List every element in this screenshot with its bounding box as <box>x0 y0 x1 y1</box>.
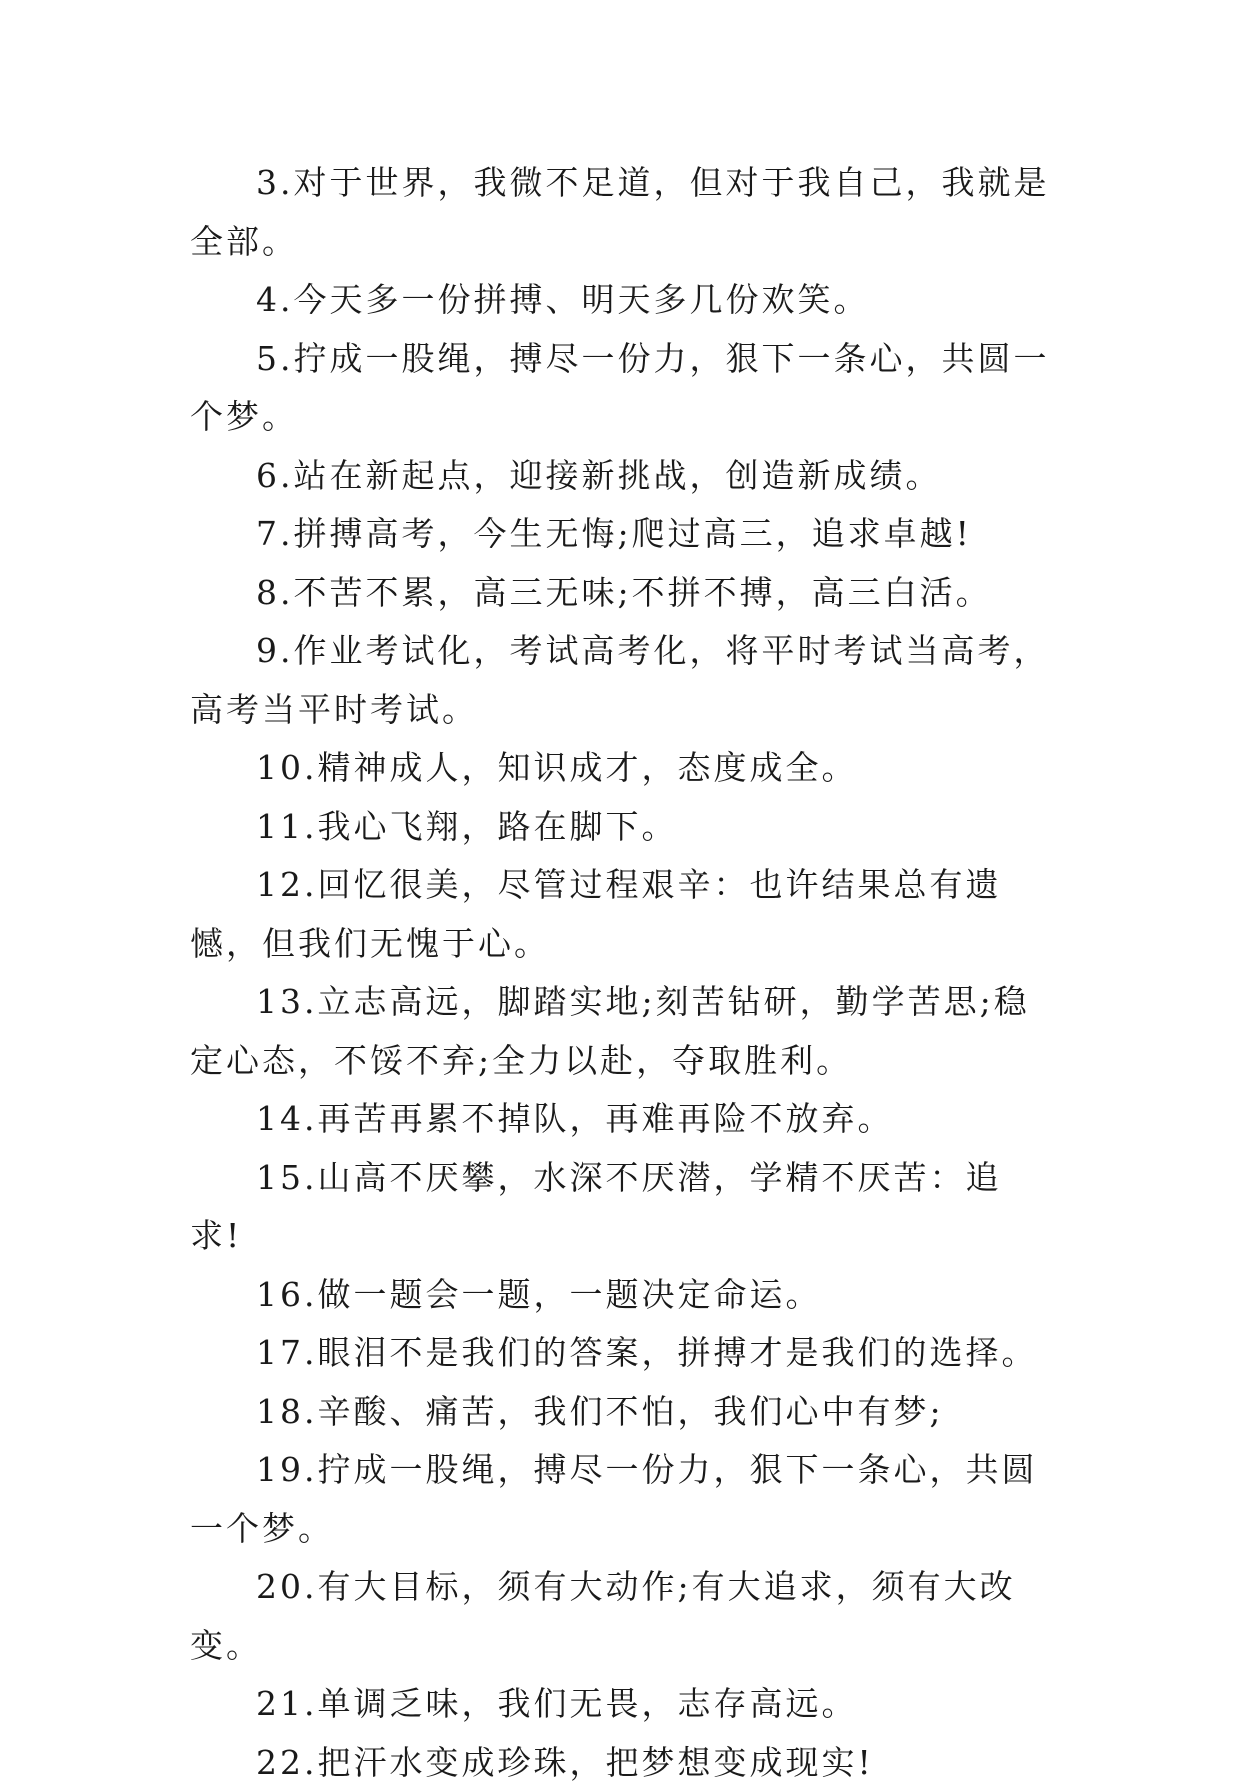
paragraph-4: 4.今天多一份拼搏、明天多几份欢笑。 <box>190 271 1050 330</box>
paragraph-9: 9.作业考试化，考试高考化，将平时考试当高考，高考当平时考试。 <box>190 622 1050 739</box>
paragraph-12: 12.回忆很美，尽管过程艰辛：也许结果总有遗憾，但我们无愧于心。 <box>190 856 1050 973</box>
paragraph-5: 5.拧成一股绳，搏尽一份力，狠下一条心，共圆一个梦。 <box>190 330 1050 447</box>
document-body <box>190 154 1050 1792</box>
paragraph-20: 20.有大目标，须有大动作;有大追求，须有大改变。 <box>190 1558 1050 1675</box>
paragraph-15: 15.山高不厌攀，水深不厌潜，学精不厌苦：追求! <box>190 1149 1050 1266</box>
paragraph-11: 11.我心飞翔，路在脚下。 <box>190 798 1050 857</box>
paragraph-8: 8.不苦不累，高三无味;不拼不搏，高三白活。 <box>190 564 1050 623</box>
paragraph-17: 17.眼泪不是我们的答案，拼搏才是我们的选择。 <box>190 1324 1050 1383</box>
paragraph-7: 7.拼搏高考，今生无悔;爬过高三，追求卓越! <box>190 505 1050 564</box>
paragraph-22: 22.把汗水变成珍珠，把梦想变成现实! <box>190 1734 1050 1792</box>
paragraph-21: 21.单调乏味，我们无畏，志存高远。 <box>190 1675 1050 1734</box>
paragraph-3: 3.对于世界，我微不足道，但对于我自己，我就是全部。 <box>190 154 1050 271</box>
paragraph-13: 13.立志高远，脚踏实地;刻苦钻研，勤学苦思;稳定心态，不馁不弃;全力以赴，夺取胜利。 <box>190 973 1050 1090</box>
paragraph-19: 19.拧成一股绳，搏尽一份力，狠下一条心，共圆一个梦。 <box>190 1441 1050 1558</box>
paragraph-10: 10.精神成人，知识成才，态度成全。 <box>190 739 1050 798</box>
paragraph-16: 16.做一题会一题，一题决定命运。 <box>190 1266 1050 1325</box>
paragraph-6: 6.站在新起点，迎接新挑战，创造新成绩。 <box>190 447 1050 506</box>
paragraph-14: 14.再苦再累不掉队，再难再险不放弃。 <box>190 1090 1050 1149</box>
paragraph-18: 18.辛酸、痛苦，我们不怕，我们心中有梦; <box>190 1383 1050 1442</box>
